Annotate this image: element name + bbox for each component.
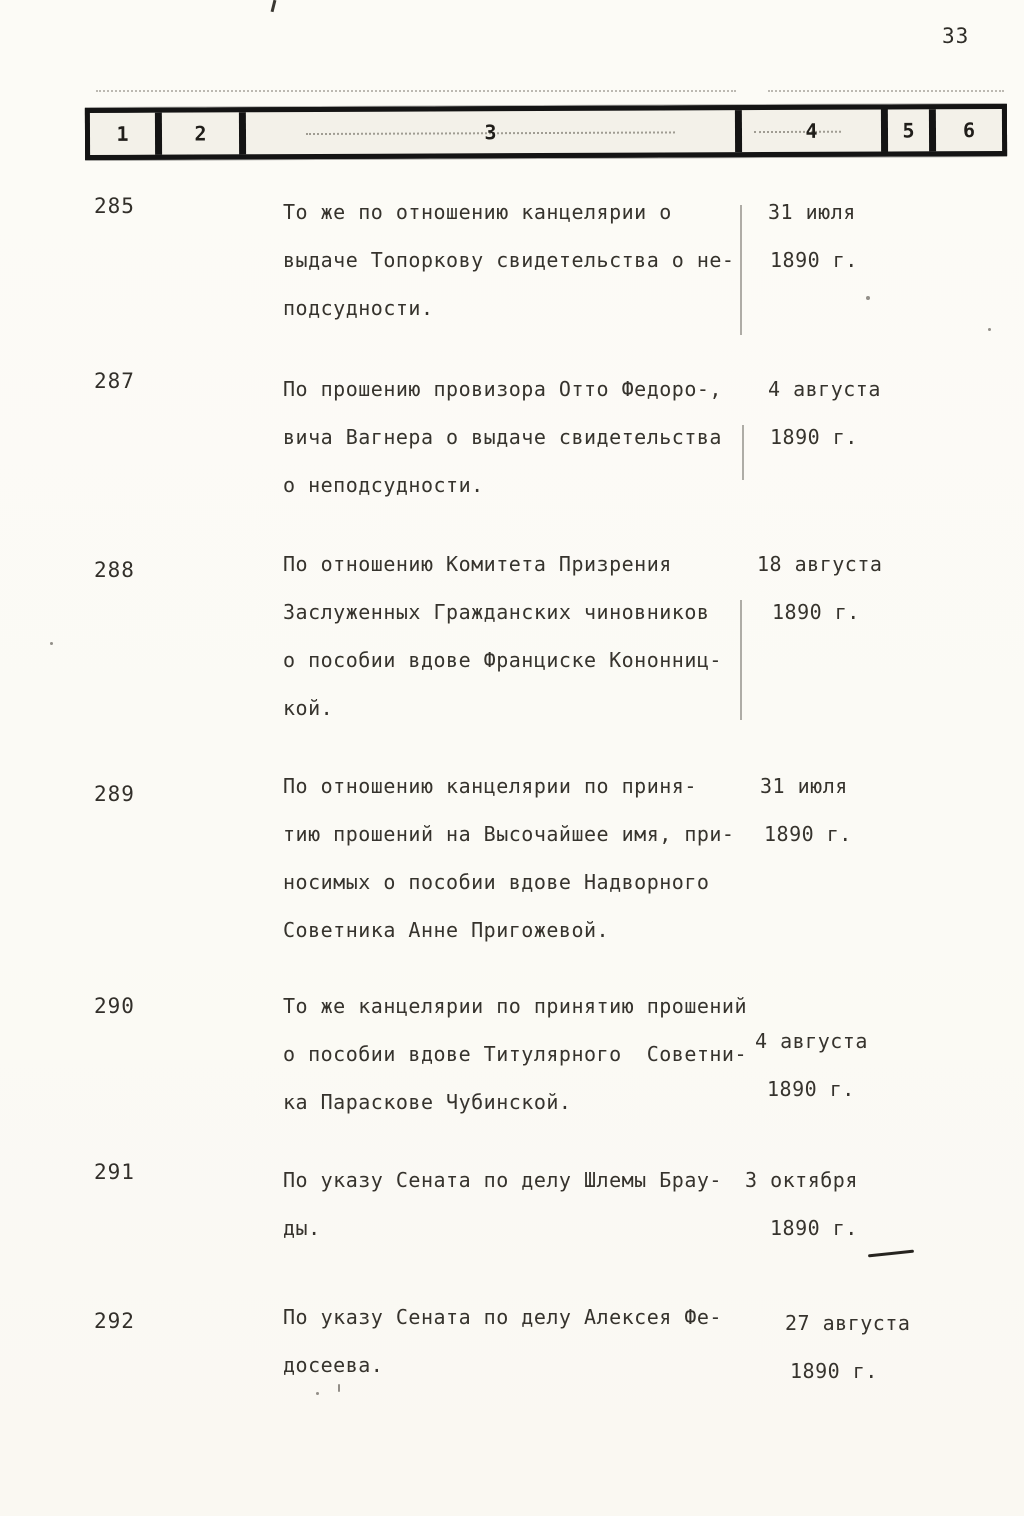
entry-date [785,1299,1015,1395]
entry-description [283,188,758,332]
entry-date-line: 18 августа [757,552,883,576]
scan-dotted-line [768,90,1004,92]
entry-date-line: 27 августа [785,1311,911,1335]
entry-date-line: 31 июля [760,774,848,798]
entry-number: 291 [94,1160,135,1184]
entry-date [768,365,998,461]
entry-number: 290 [94,994,135,1018]
entry-line: вича Вагнера о выдаче свидетельства [283,425,722,449]
entry-date-line: 1890 г. [770,425,858,449]
entry-description [283,982,758,1126]
entry-line: По отношению Комитета Призрения [283,552,672,576]
entry-number: 287 [94,369,135,393]
scan-dotted-line [96,90,736,92]
column-header-label: 6 [962,118,976,143]
entry-date-line: 1890 г. [772,600,860,624]
entry-date [757,540,987,636]
entry-date-line: 4 августа [768,377,881,401]
entry-line: По указу Сената по делу Алексея Фе- [283,1305,722,1329]
entry-date [745,1156,975,1252]
column-header-5 [888,109,936,151]
entry-number: 292 [94,1309,135,1333]
entry-line: Заслуженных Гражданских чиновников [283,600,710,624]
entry-line: По отношению канцелярии по приня- [283,774,697,798]
entry-date-line: 1890 г. [767,1077,855,1101]
entry-date [768,188,998,284]
scan-noise [988,328,991,331]
entry-number: 288 [94,558,135,582]
column-header-2 [162,112,246,154]
entry-date [760,762,990,858]
scan-noise [316,1392,319,1395]
entry-line: кой. [283,696,334,720]
entry-description [283,365,758,509]
column-rule-artifact [740,600,742,720]
entry-line: досеева. [283,1353,384,1377]
entry-description [283,762,758,954]
column-header-label: 2 [194,121,207,146]
dotted-leader [754,131,841,133]
entry-line: По указу Сената по делу Шлемы Брау- [283,1168,722,1192]
entry-date-line: 31 июля [768,200,856,224]
column-header-label: 3 [484,120,497,145]
entry-line: о неподсудности. [283,473,484,497]
entry-number: 289 [94,782,135,806]
table-header-band [85,104,1007,160]
page-number: 33 [942,24,970,48]
entry-line: ды. [283,1216,321,1240]
column-rule-artifact [742,425,744,480]
entry-date-line: 4 августа [755,1029,868,1053]
column-header-label: 1 [116,121,129,146]
entry-line: ка Параскове Чубинской. [283,1090,572,1114]
entry-line: тию прошений на Высочайшее имя, при- [283,822,735,846]
entry-line: выдаче Топоркову свидетельства о не- [283,248,735,272]
scan-noise [338,1384,340,1392]
column-header-6 [936,109,1002,151]
entry-date-line: 1890 г. [790,1359,878,1383]
entry-line: носимых о пособии вдове Надворного [283,870,710,894]
entry-description [283,540,758,732]
entry-line: о пособии вдове Титулярного Советни- [283,1042,748,1066]
column-header-label: 5 [902,118,915,143]
entry-description [283,1293,758,1389]
scan-noise [866,296,870,300]
column-rule-artifact [740,205,742,335]
column-header-1 [90,113,162,155]
column-header-4 [742,110,888,153]
entry-line: Советника Анне Пригожевой. [283,918,610,942]
entry-date-line: 1890 г. [770,1216,858,1240]
entry-line: По прошению провизора Отто Федоро-, [283,377,722,401]
entry-date-line: 1890 г. [770,248,858,272]
entry-number: 285 [94,194,135,218]
entry-line: То же по отношению канцелярии о [283,200,672,224]
scan-noise [271,0,277,12]
entry-description [283,1156,758,1252]
column-header-label: 4 [805,118,818,143]
entry-line: То же канцелярии по принятию прошений [283,994,748,1018]
entry-date-line: 3 октября [745,1168,858,1192]
entry-date [755,1017,985,1113]
entry-line: о пособии вдове Франциске Кононниц- [283,648,722,672]
entry-line: подсудности. [283,296,434,320]
column-header-3 [246,110,742,154]
scan-noise [50,642,53,645]
entry-date-line: 1890 г. [764,822,852,846]
